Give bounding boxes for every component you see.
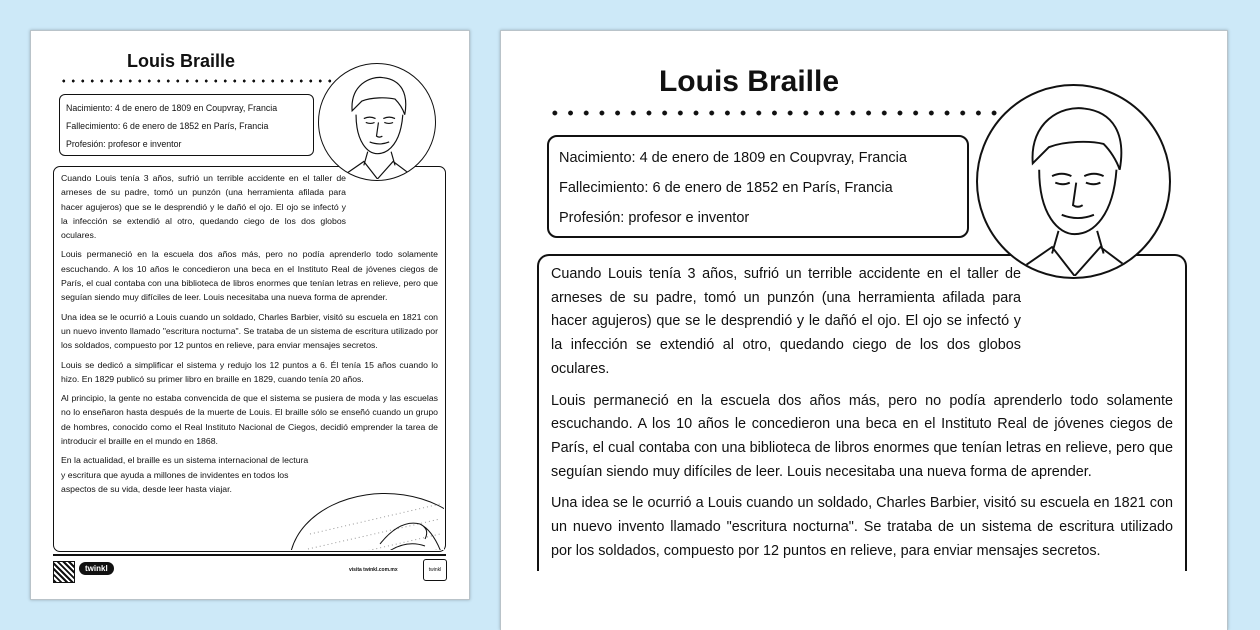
biography-text-box	[537, 254, 1187, 571]
paragraph: Louis permaneció en la escuela dos años más, pero no podía aprenderlo todo solamente escuchando. A los 10 años le concedieron una beca en el Instituto Real de jóvenes ciegos de París, el cual contaba con una biblioteca de libros enormes que tenían letras en relieve, pero que seguían siendo muy difíciles de leer. Louis necesitaba una nueva forma de aprender.	[551, 392, 1173, 480]
paragraph: Cuando Louis tenía 3 años, sufrió un terrible accidente en el taller de arneses de su padre, tomó un punzón (una herramienta afilada para hacer agujeros) que se le desprendió y le dañó el ojo. El ojo se infectó y la infección se extendió al otro, quedando ciego de los dos globos oculares.	[551, 266, 1021, 377]
footer-divider	[53, 554, 446, 556]
info-box	[547, 135, 969, 238]
paragraph: En la actualidad, el braille es un sistema internacional de lectura y escritura que ayuda a millones de invidentes en todos los aspectos de su vida, desde leer hasta viajar.	[61, 455, 309, 494]
footer-url: visita twinkl.com.mx	[349, 567, 398, 573]
death-info: Fallecimiento: 6 de enero de 1852 en París, Francia	[66, 121, 269, 131]
paragraph: Una idea se le ocurrió a Louis cuando un soldado, Charles Barbier, visitó su escuela en 1821 con un nuevo invento llamado "escritura nocturna". Se trataba de un sistema de escritura utilizado por los soldados, compuesto por 12 puntos en relieve, para enviar mensajes secretos.	[551, 495, 1173, 559]
paragraph: Una idea se le ocurrió a Louis cuando un soldado, Charles Barbier, visitó su escuela en 1821 con un nuevo invento llamado "escritura nocturna". Se trataba de un sistema de escritura utilizado por los soldados, compuesto por 12 puntos en relieve, para enviar mensajes secretos.	[61, 311, 438, 351]
paragraph: Al principio, la gente no estaba convencida de que el sistema se pusiera de moda y las escuelas no lo enseñaron hasta después de la muerte de Louis. El braille sólo se enseñó cuando un grupo de hombres, conocido como el Real Instituto Nacional de Ciegos, decidió emprender la tarea de introducir el braille en el mundo en 1868.	[61, 393, 438, 447]
dotted-divider	[59, 79, 349, 83]
hand-reading-braille-image	[289, 493, 444, 550]
birth-info: Nacimiento: 4 de enero de 1809 en Coupvray, Francia	[559, 150, 907, 166]
worksheet-title: Louis Braille	[658, 65, 840, 98]
birth-info: Nacimiento: 4 de enero de 1809 en Coupvray, Francia	[66, 103, 278, 113]
worksheet-preview-zoomed	[500, 30, 1228, 630]
qr-code-icon	[53, 561, 75, 583]
death-info: Fallecimiento: 6 de enero de 1852 en París, Francia	[559, 180, 893, 196]
louis-braille-portrait-image	[976, 84, 1171, 279]
dotted-divider	[547, 110, 1027, 116]
worksheet-preview-small	[30, 30, 470, 600]
louis-braille-portrait-image	[318, 63, 436, 181]
twinkl-badge-icon: twinkl	[423, 559, 447, 581]
worksheet-title: Louis Braille	[126, 51, 236, 71]
profession-info: Profesión: profesor e inventor	[559, 210, 750, 226]
paragraph: Cuando Louis tenía 3 años, sufrió un terrible accidente en el taller de arneses de su padre, tomó un punzón (una herramienta afilada para hacer agujeros) que se le desprendió y le dañó el ojo. El ojo se infectó y la infección se extendió al otro, quedando ciego de los dos globos oculares.	[61, 173, 346, 241]
twinkl-logo: twinkl	[79, 562, 114, 575]
paragraph: Louis se dedicó a simplificar el sistema y redujo los 12 puntos a 6. Él tenía 15 años cuando lo hizo. En 1829 publicó su primer libro en braille en 1829, cuando tenía 20 años.	[61, 359, 438, 384]
info-box	[59, 94, 314, 156]
paragraph: Louis permaneció en la escuela dos años más, pero no podía aprenderlo todo solamente escuchando. A los 10 años le concedieron una beca en el Instituto Real de jóvenes ciegos de París, el cual contaba con una biblioteca de libros enormes que tenían letras en relieve, pero que seguían siendo muy difíciles de leer. Louis necesitaba una nueva forma de aprender.	[61, 249, 438, 303]
profession-info: Profesión: profesor e inventor	[66, 139, 182, 149]
